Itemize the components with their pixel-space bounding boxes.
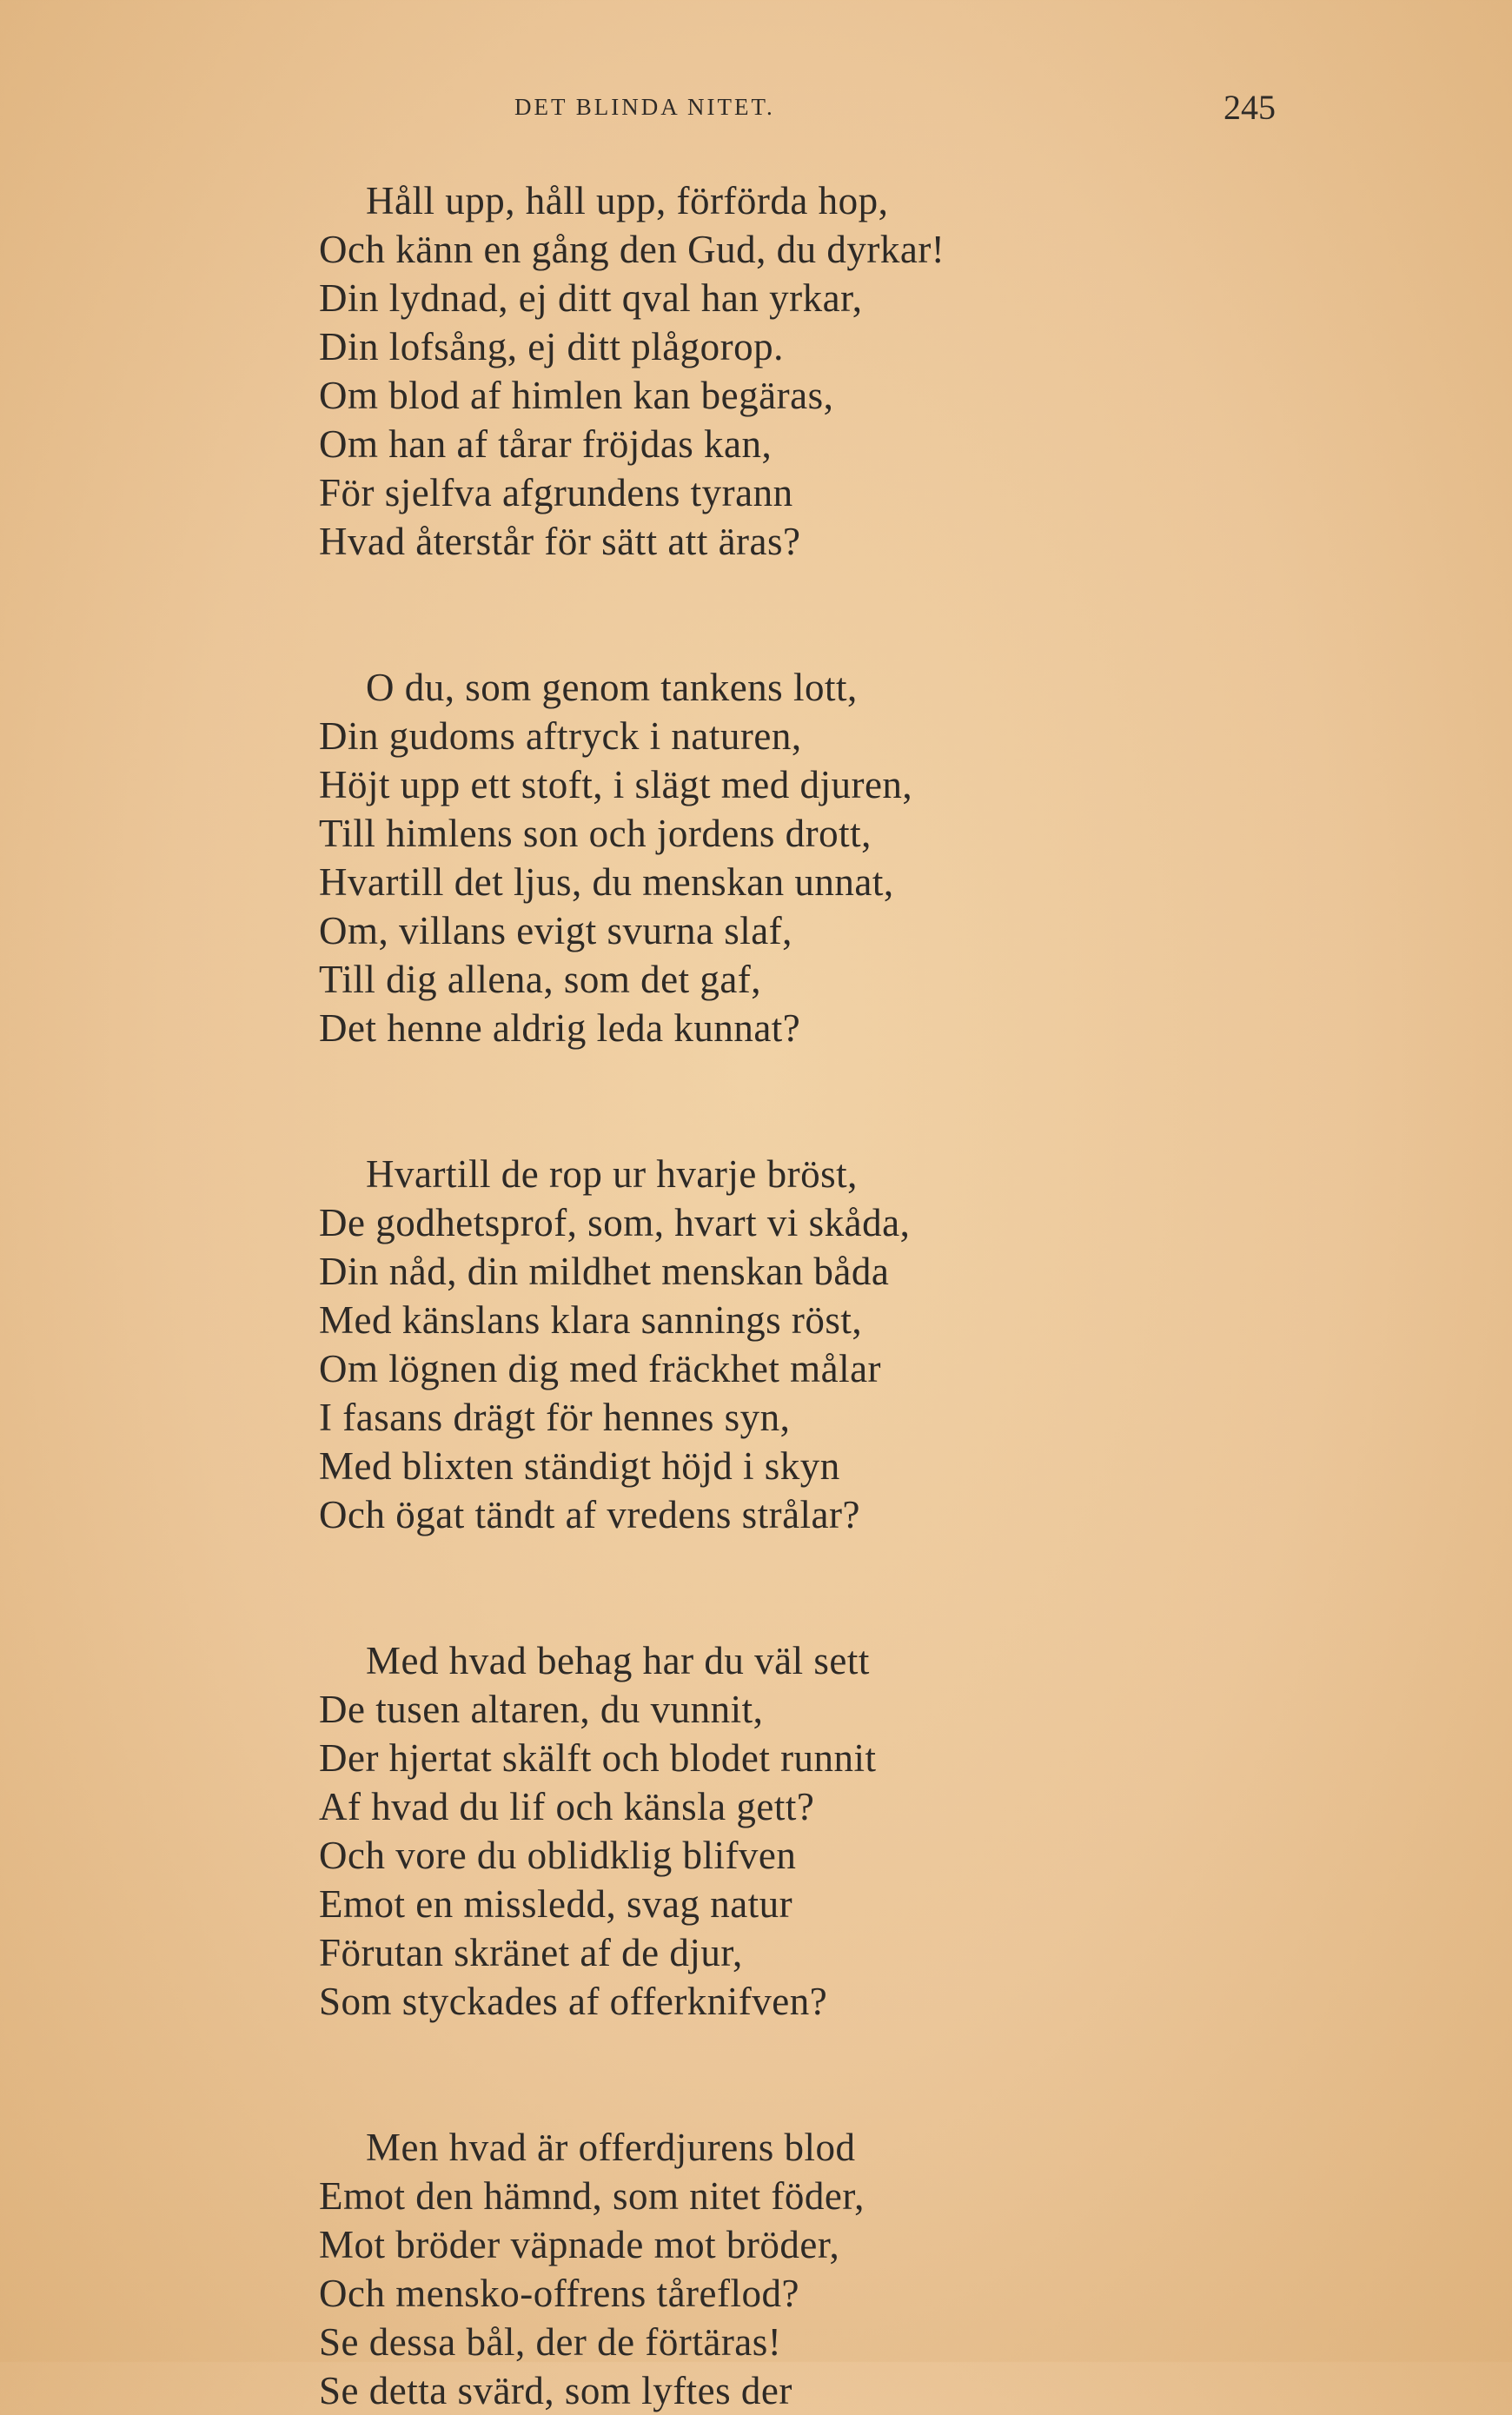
- poem-line: För sjelfva afgrundens tyrann: [319, 471, 793, 514]
- poem-line: Din nåd, din mildhet menskan båda: [319, 1250, 890, 1293]
- page-header: [0, 87, 1512, 139]
- poem-line: Om lögnen dig med fräckhet målar: [319, 1347, 882, 1390]
- poem-line: Och mensko-offrens tåreflod?: [319, 2272, 799, 2315]
- poem-line: Emot den hämnd, som nitet föder,: [319, 2174, 865, 2218]
- poem-line: Se dessa bål, der de förtäras!: [319, 2320, 782, 2364]
- poem-line: I fasans drägt för hennes syn,: [319, 1396, 791, 1439]
- poem-line: Om han af tårar fröjdas kan,: [319, 422, 773, 466]
- poem-line: Med blixten ständigt höjd i skyn: [319, 1444, 840, 1488]
- poem-line: Din lydnad, ej ditt qval han yrkar,: [319, 276, 863, 320]
- poem-line: Och känn en gång den Gud, du dyrkar!: [319, 228, 945, 271]
- poem-line: Mot bröder väpnade mot bröder,: [319, 2223, 840, 2266]
- poem-line: Se detta svärd, som lyftes der: [319, 2369, 792, 2412]
- stanza-3: [319, 1150, 1188, 1539]
- poem-line: Höjt upp ett stoft, i slägt med djuren,: [319, 763, 913, 806]
- poem-line: Hvartill det ljus, du menskan unnat,: [319, 860, 894, 904]
- poem-line: Din gudoms aftryck i naturen,: [319, 714, 802, 758]
- poem-line: Din lofsång, ej ditt plågorop.: [319, 325, 784, 368]
- poem-line: Och ögat tändt af vredens strålar?: [319, 1493, 860, 1536]
- stanza-5: [319, 2123, 1188, 2415]
- stanza-4: [319, 1636, 1188, 2026]
- poem-line: Der hjertat skälft och blodet runnit: [319, 1736, 877, 1780]
- running-title: DET BLINDA NITET.: [514, 94, 775, 120]
- poem-line: Men hvad är offerdjurens blod: [366, 2126, 856, 2169]
- poem-line: Med hvad behag har du väl sett: [366, 1639, 870, 1682]
- poem-line: Håll upp, håll upp, förförda hop,: [366, 179, 889, 222]
- poem-line: Som styckades af offerknifven?: [319, 1980, 828, 2023]
- poem-line: Hvartill de rop ur hvarje bröst,: [366, 1152, 858, 1196]
- poem-line: Om, villans evigt svurna slaf,: [319, 909, 792, 952]
- poem-line: Af hvad du lif och känsla gett?: [319, 1785, 815, 1828]
- poem-line: Till dig allena, som det gaf,: [319, 958, 762, 1001]
- stanza-2: [319, 663, 1188, 1052]
- page-number: 245: [1224, 88, 1276, 127]
- poem-line: Med känslans klara sannings röst,: [319, 1298, 863, 1342]
- poem-body: [319, 176, 1188, 2415]
- poem-line: Emot en missledd, svag natur: [319, 1882, 793, 1926]
- poem-line: De godhetsprof, som, hvart vi skåda,: [319, 1201, 911, 1244]
- stanza-1: [319, 176, 1188, 566]
- poem-line: O du, som genom tankens lott,: [366, 666, 858, 709]
- poem-line: Förutan skränet af de djur,: [319, 1931, 743, 1974]
- poem-line: Och vore du oblidklig blifven: [319, 1834, 797, 1877]
- poem-line: De tusen altaren, du vunnit,: [319, 1688, 764, 1731]
- poem-line: Hvad återstår för sätt att äras?: [319, 520, 801, 563]
- poem-line: Om blod af himlen kan begäras,: [319, 374, 834, 417]
- poem-line: Det henne aldrig leda kunnat?: [319, 1006, 801, 1050]
- poem-line: Till himlens son och jordens drott,: [319, 812, 872, 855]
